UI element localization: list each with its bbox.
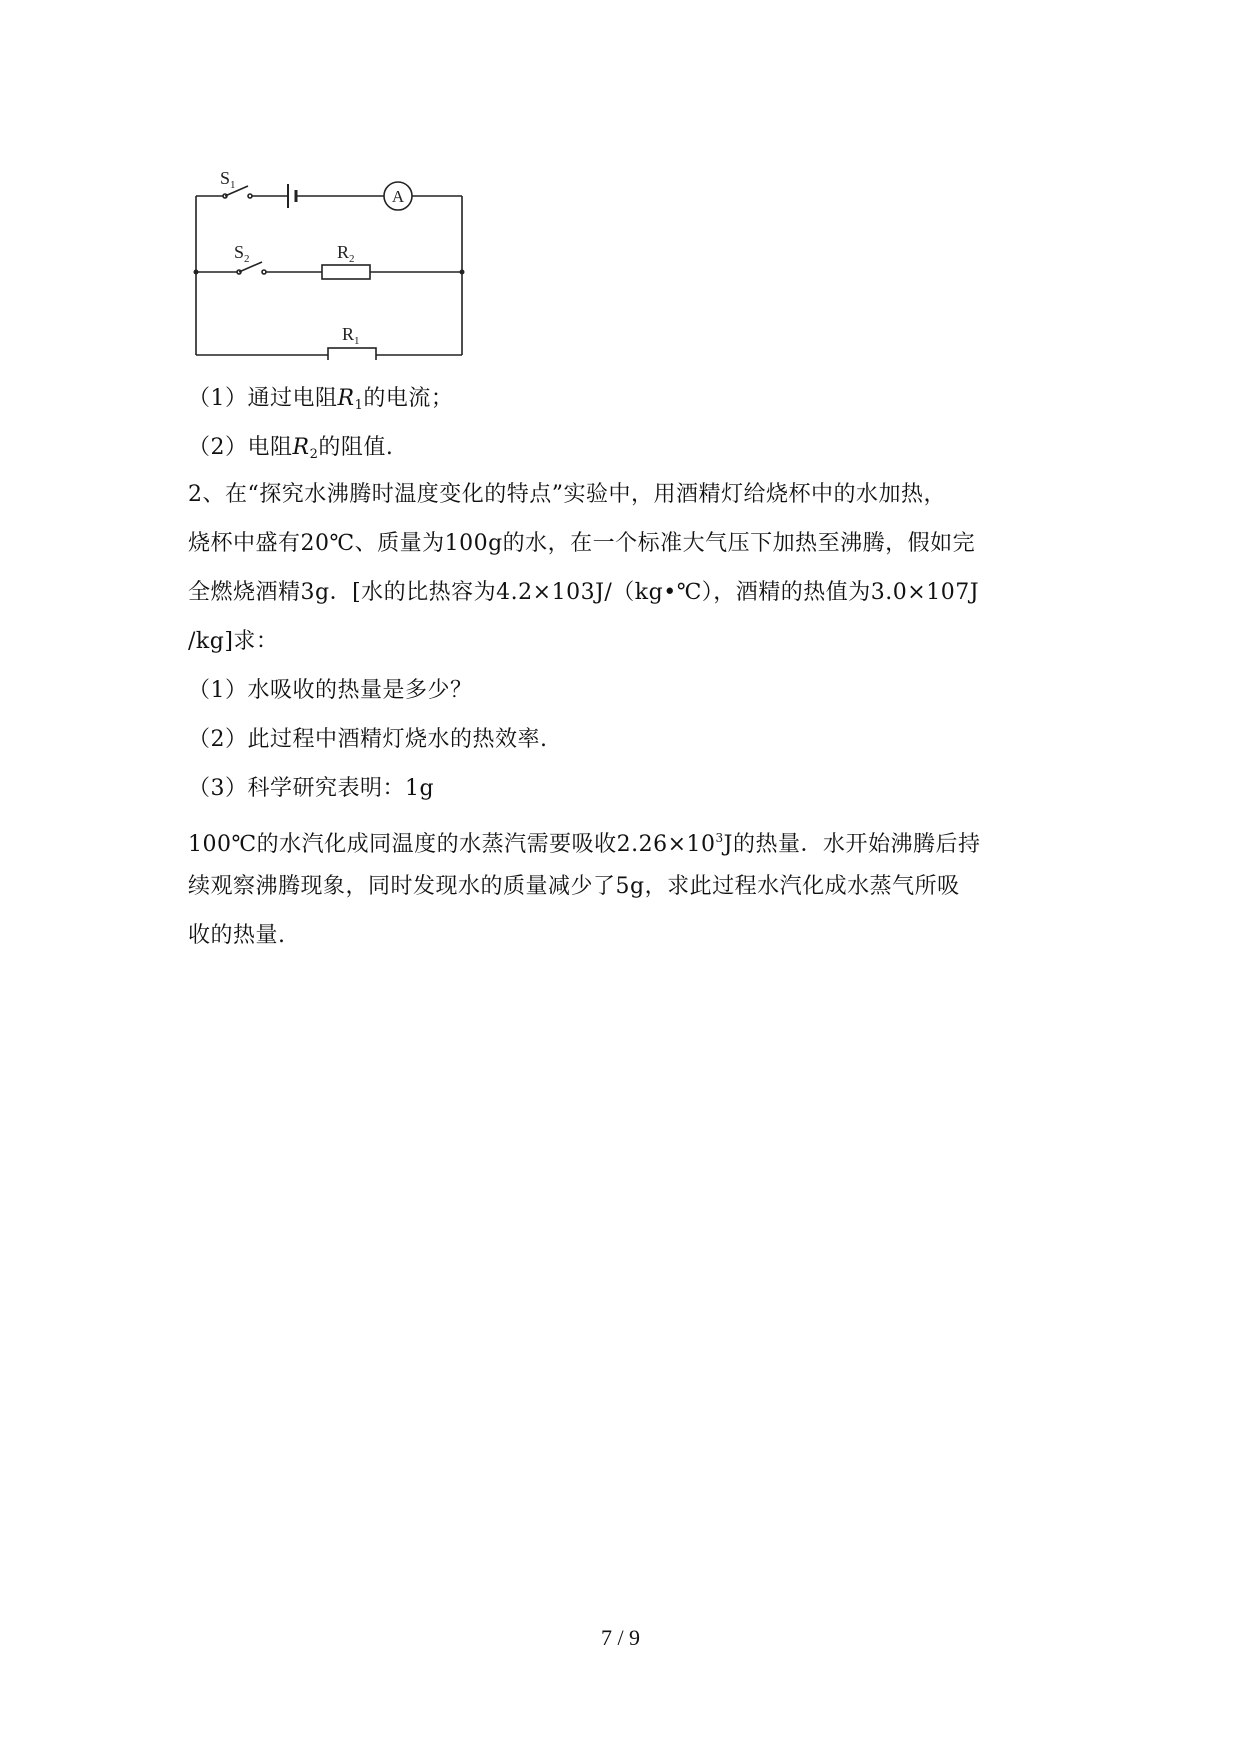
q2-line5-sup: 3 <box>715 831 724 845</box>
page-number: 7 / 9 <box>600 1625 641 1650</box>
s1-label: $S_1$ <box>220 168 236 191</box>
resistor-r2 <box>322 265 370 279</box>
q2-line2: 烧杯中盛有20℃、质量为100g的水，在一个标准大气压下加热至沸腾，假如完 <box>188 531 976 556</box>
q2-line5-suffix: J的热量．水开始沸腾后持 <box>723 832 981 857</box>
q1-part2-suffix: 的阻值. <box>318 435 394 460</box>
q2-part2: （2）此过程中酒精灯烧水的热效率. <box>188 727 548 752</box>
q1-part1 <box>188 384 453 421</box>
q1-part2-prefix: （2）电阻 <box>188 435 293 460</box>
ammeter-label: A <box>391 187 405 206</box>
s2-contact-right <box>262 270 266 274</box>
q2-line5 <box>188 823 980 860</box>
s2-label: $S_2$ <box>234 242 250 265</box>
resistor-r1 <box>328 348 376 360</box>
q2-line5-prefix: 100℃的水汽化成同温度的水蒸汽需要吸收2.26×10 <box>188 832 716 857</box>
s2-switch-blade <box>239 262 262 272</box>
r1-label: $R_1$ <box>342 324 360 347</box>
q2-line6: 续观察沸腾现象，同时发现水的质量减少了5g，求此过程水汽化成水蒸气所吸 <box>188 874 960 899</box>
q2-line7: 收的热量. <box>188 923 286 948</box>
q1-part1-prefix: （1）通过电阻 <box>188 386 338 411</box>
q2-part3: （3）科学研究表明：1g <box>188 776 435 801</box>
q2-line4: /kg]求： <box>188 629 279 654</box>
q2-line1: 2、在“探究水沸腾时温度变化的特点”实验中，用酒精灯给烧杯中的水加热， <box>188 482 946 507</box>
q2-line3: 全燃烧酒精3g．[水的比热容为4.2×103J/（kg•℃），酒精的热值为3.0×107J <box>188 580 980 605</box>
q1-part1-var: R <box>337 386 355 411</box>
s1-contact-right <box>248 194 252 198</box>
junction-left <box>194 270 199 275</box>
q1-part2-var-sub: 2 <box>309 447 319 462</box>
q1-part2-var: R <box>292 435 310 460</box>
q1-part1-var-sub: 1 <box>354 398 364 413</box>
q1-part1-suffix: 的电流； <box>363 386 454 411</box>
q2-part1: （1）水吸收的热量是多少？ <box>188 678 473 703</box>
junction-right <box>460 270 465 275</box>
q1-part2 <box>188 433 393 470</box>
r2-label: $R_2$ <box>337 242 355 265</box>
circuit-diagram <box>180 160 480 360</box>
